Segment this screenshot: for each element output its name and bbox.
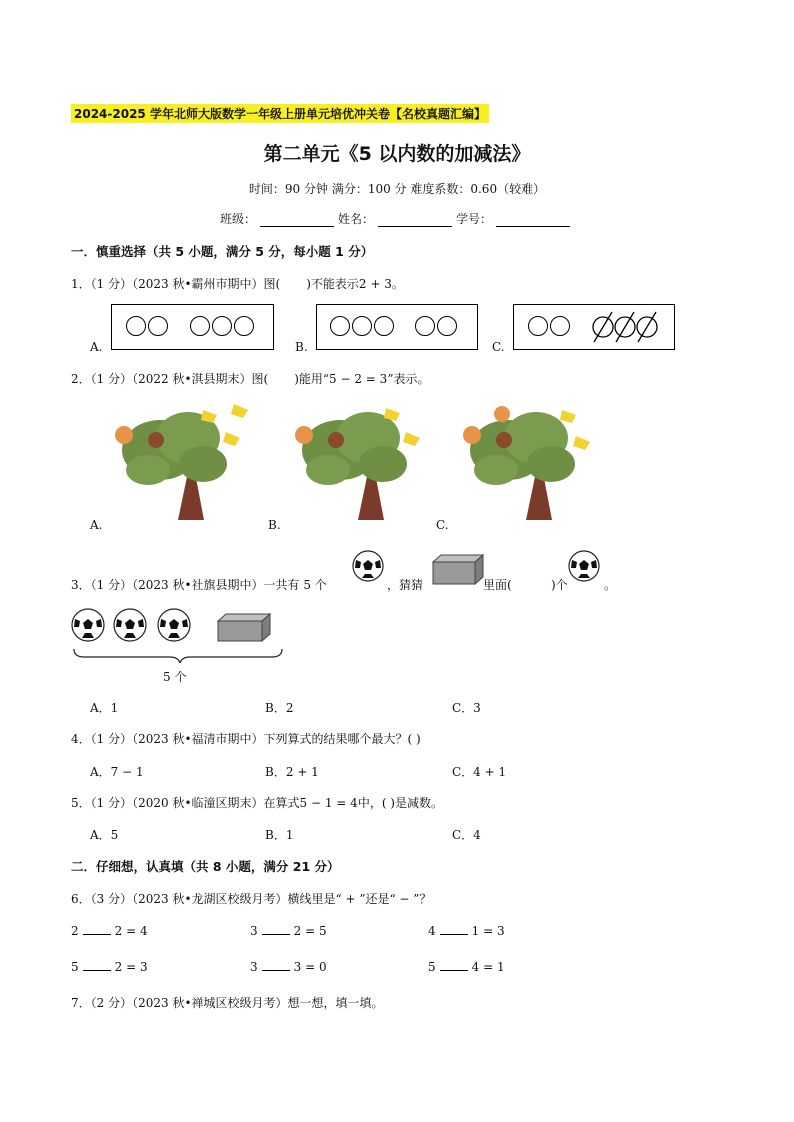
q2-option-c-figure[interactable] [456, 400, 621, 528]
circle-icon [528, 316, 548, 336]
soccer-ball-icon [352, 550, 384, 582]
q1-stem [71, 275, 404, 292]
circle-icon [437, 316, 457, 336]
q2-stem [71, 370, 429, 387]
q7-stem: 7．（2 分）（2023 秋•禅城区校级月考）想一想，填一填。 [71, 996, 384, 1010]
section-1-title: 一．慎重选择（共 5 小题，满分 5 分，每小题 1 分） [71, 244, 374, 259]
name-field[interactable] [378, 214, 452, 227]
q2-option-a-label[interactable]: A. [90, 518, 103, 532]
circle-icon [352, 316, 372, 336]
crossed-circles-icon [590, 311, 662, 343]
q3-stem [71, 550, 711, 590]
q4-option-b[interactable]: B．2 + 1 [265, 765, 319, 779]
q5-expr: 5 − 1 = 4 [299, 796, 358, 810]
q6-rest: 2 = 5 [293, 924, 327, 938]
box-icon [427, 554, 485, 586]
circle-icon [374, 316, 394, 336]
q1-option-c-label[interactable]: C. [492, 340, 505, 354]
q3-option-b[interactable]: B．2 [265, 701, 294, 715]
circle-icon [190, 316, 210, 336]
circle-icon [148, 316, 168, 336]
q2-option-b-figure[interactable] [288, 400, 453, 528]
q6-stem: 6．（3 分）（2023 秋•龙湖区校级月考）横线里是“ + ”还是“ − ”？ [71, 892, 432, 906]
q6-num: 3 [250, 960, 258, 974]
q4-option-c[interactable]: C．4 + 1 [452, 765, 507, 779]
q1-stem-c: 。 [391, 277, 404, 291]
q1-option-a-label[interactable]: A. [90, 340, 103, 354]
q6-num: 5 [428, 960, 436, 974]
q3-stem-e: 。 [604, 578, 617, 592]
student-info [0, 210, 794, 227]
soccer-ball-icon [114, 609, 146, 641]
q1-option-b-label[interactable]: B. [295, 340, 308, 354]
q6-blank[interactable] [262, 924, 290, 935]
q6-num: 5 [71, 960, 79, 974]
q6-item [428, 924, 505, 938]
brace-icon [74, 649, 282, 663]
circle-icon [234, 316, 254, 336]
tree-birds-icon [115, 404, 248, 520]
q1-option-b-figure[interactable] [316, 304, 478, 350]
q5-stem-a: 5．（1 分）（2020 秋•临潼区期末）在算式 [71, 796, 300, 810]
q2-stem-b: )能用“ [294, 372, 330, 386]
q1-option-c-figure[interactable] [513, 304, 675, 350]
q6-item [250, 924, 327, 938]
tree-birds-icon [463, 406, 590, 520]
soccer-ball-icon [568, 550, 600, 582]
q1-stem-a: 1．（1 分）（2023 秋•霸州市期中）图( [71, 277, 281, 291]
q6-item [71, 924, 148, 938]
q3-brace-label: 5 个 [163, 670, 187, 684]
circle-icon [550, 316, 570, 336]
id-field[interactable] [496, 214, 570, 227]
circle-icon [415, 316, 435, 336]
q5-option-b[interactable]: B．1 [265, 828, 294, 842]
exam-meta: 时间：90 分钟 满分：100 分 难度系数：0.60（较难） [248, 182, 546, 196]
q3-stem-a: 3．（1 分）（2023 秋•社旗县期中）一共有 5 个 [71, 578, 327, 592]
q3-figure [70, 605, 290, 663]
q5-stem-b: 中，( )是减数。 [357, 796, 443, 810]
q6-rest: 1 = 3 [471, 924, 505, 938]
soccer-ball-icon [72, 609, 104, 641]
section-2-title: 二．仔细想，认真填（共 8 小题，满分 21 分） [71, 859, 340, 874]
q6-blank[interactable] [440, 960, 468, 971]
q1-expr: 2 + 3 [358, 277, 392, 291]
circle-icon [212, 316, 232, 336]
q6-rest: 3 = 0 [293, 960, 327, 974]
q1-option-a-figure[interactable] [111, 304, 274, 350]
q2-stem-a: 2．（1 分）（2022 秋•淇县期末）图( [71, 372, 269, 386]
name-label: 姓名： [337, 212, 374, 226]
q5-option-a[interactable]: A．5 [90, 828, 119, 842]
page-title: 第二单元《5 以内数的加减法》 [263, 143, 531, 165]
q6-num: 2 [71, 924, 79, 938]
q2-stem-c: ”表示。 [387, 372, 430, 386]
q6-num: 3 [250, 924, 258, 938]
q6-rest: 2 = 4 [114, 924, 148, 938]
q3-option-c[interactable]: C．3 [452, 701, 481, 715]
q4-stem: 4．（1 分）（2023 秋•福清市期中）下列算式的结果哪个最大？( ) [71, 732, 421, 746]
q2-option-b-label[interactable]: B. [268, 518, 281, 532]
q2-option-c-label[interactable]: C. [436, 518, 449, 532]
q6-blank[interactable] [83, 960, 111, 971]
class-field[interactable] [260, 214, 334, 227]
q5-stem [71, 794, 443, 811]
circle-icon [330, 316, 350, 336]
q3-stem-c: 里面( [483, 578, 512, 592]
q5-option-c[interactable]: C．4 [452, 828, 481, 842]
q6-num: 4 [428, 924, 436, 938]
q6-item [428, 960, 505, 974]
q6-rest: 4 = 1 [471, 960, 505, 974]
q1-stem-b: )不能表示 [306, 277, 359, 291]
q6-blank[interactable] [440, 924, 468, 935]
q2-option-a-figure[interactable] [108, 400, 273, 528]
class-label: 班级： [219, 212, 256, 226]
q4-option-a[interactable]: A．7 − 1 [90, 765, 144, 779]
tree-birds-icon [295, 408, 420, 520]
q3-stem-d: )个 [551, 578, 568, 592]
q6-blank[interactable] [262, 960, 290, 971]
q2-expr: 5 − 2 = 3 [329, 372, 388, 386]
header-banner: 2024-2025 学年北师大版数学一年级上册单元培优冲关卷【名校真题汇编】 [71, 104, 489, 123]
q6-blank[interactable] [83, 924, 111, 935]
box-icon [218, 614, 270, 641]
q6-item [250, 960, 327, 974]
q3-stem-b: ，猜猜 [387, 578, 424, 592]
soccer-ball-icon [158, 609, 190, 641]
q6-rest: 2 = 3 [114, 960, 148, 974]
id-label: 学号： [456, 212, 493, 226]
q6-item [71, 960, 148, 974]
q3-option-a[interactable]: A．1 [90, 701, 119, 715]
circle-icon [126, 316, 146, 336]
